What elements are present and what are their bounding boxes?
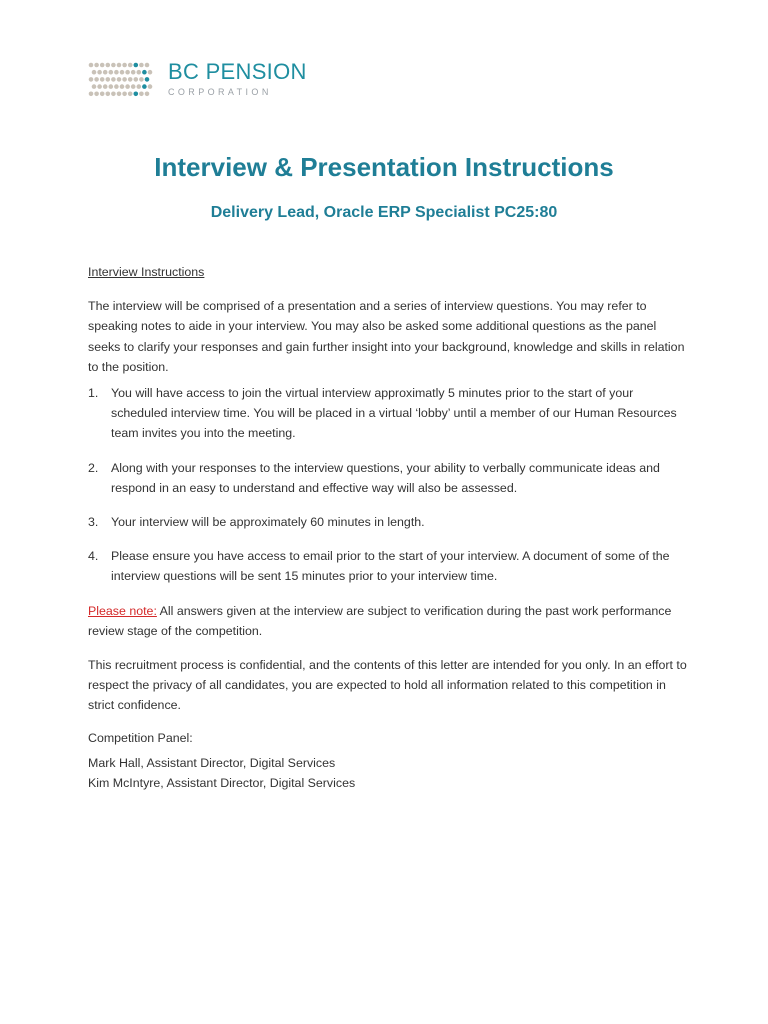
list-item-text: Please ensure you have access to email prior to the start of your interview. A document of some of the interview questions will be sent 15 minutes prior to your interview time.: [111, 549, 670, 584]
list-item: [88, 546, 688, 586]
document-subtitle: Delivery Lead, Oracle ERP Specialist PC25:80: [210, 204, 558, 221]
intro-paragraph: The interview will be comprised of a presentation and a series of interview questions. You may refer to speaking notes to aide in your interview. You may also be asked some additional questions as the panel seeks to clarify your responses and gain further insight into your background, knowledge and skills in relation to the position.: [88, 299, 685, 374]
document-title: Interview & Presentation Instructions: [154, 152, 614, 182]
document-body: [88, 262, 688, 793]
list-item-number: 3.: [88, 515, 99, 530]
list-item: [88, 458, 688, 498]
list-item-number: 4.: [88, 549, 99, 564]
note-text: All answers given at the interview are subject to verification during the past work performance review stage of the competition.: [88, 603, 672, 638]
bc-pension-logo: [88, 60, 307, 100]
panel-label: Competition Panel:: [88, 730, 193, 745]
logo-subname: CORPORATION: [168, 87, 272, 97]
section-heading: Interview Instructions: [88, 265, 205, 279]
logo-dots-icon: [88, 62, 154, 98]
instructions-list: [88, 383, 688, 587]
list-item-text: Your interview will be approximately 60 minutes in length.: [111, 515, 425, 530]
list-item-text: Along with your responses to the interview questions, your ability to verbally communicate ideas and respond in an easy to understand and effective way will also be assessed.: [111, 460, 660, 495]
panel-member: Kim McIntyre, Assistant Director, Digital Services: [88, 776, 356, 791]
list-item-number: 1.: [88, 386, 99, 401]
panel-member: Mark Hall, Assistant Director, Digital Services: [88, 755, 336, 770]
list-item-number: 2.: [88, 460, 99, 475]
logo-name: BC PENSION: [168, 59, 307, 84]
list-item: [88, 383, 688, 444]
note-paragraph: [88, 601, 688, 641]
note-label: Please note:: [88, 603, 157, 618]
list-item-text: You will have access to join the virtual interview approximatly 5 minutes prior to the start of your scheduled interview time. You will be placed in a virtual ‘lobby’ until a member of our Human Resources team invites you into the meeting.: [111, 386, 677, 441]
confidentiality-paragraph: This recruitment process is confidential, and the contents of this letter are intended for you only. In an effort to respect the privacy of all candidates, you are expected to hold all information related to this competition in strict confidence.: [88, 658, 687, 713]
list-item: [88, 512, 688, 532]
